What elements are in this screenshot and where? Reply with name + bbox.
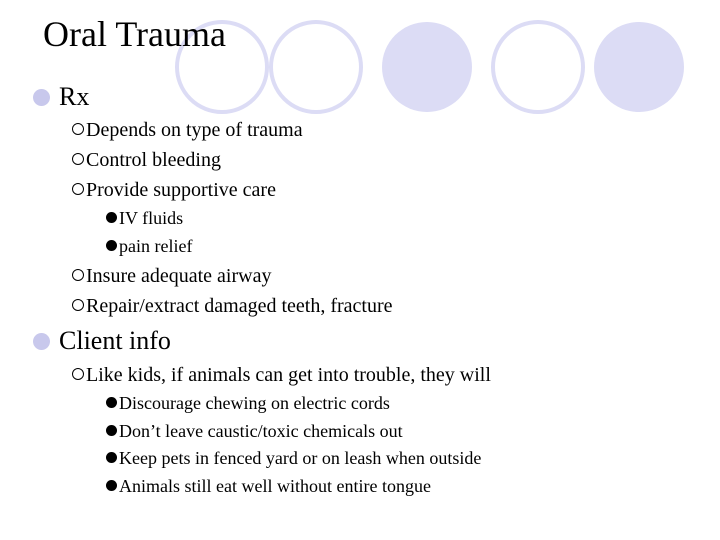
solid-bullet-icon	[106, 397, 117, 408]
filled-bullet-icon	[33, 89, 50, 106]
sub-sub-bullet	[106, 475, 431, 497]
sub-sub-bullet	[106, 420, 403, 442]
sub-sub-bullet-text: pain relief	[119, 236, 193, 256]
hollow-bullet-icon	[72, 123, 84, 135]
decorative-circle-outline	[493, 22, 583, 112]
solid-bullet-icon	[106, 480, 117, 491]
filled-bullet-icon	[33, 333, 50, 350]
sub-bullet	[72, 178, 276, 202]
hollow-bullet-icon	[72, 368, 84, 380]
sub-sub-bullet	[106, 447, 481, 469]
bullet-label: Rx	[59, 82, 90, 111]
sub-bullet-text: Control bleeding	[86, 149, 221, 171]
sub-sub-bullet-text: Keep pets in fenced yard or on leash when outside	[119, 448, 482, 468]
sub-sub-bullet	[106, 392, 390, 414]
sub-bullet-text: Depends on type of trauma	[86, 119, 303, 141]
sub-sub-bullet-text: IV fluids	[119, 208, 184, 228]
decorative-circle-filled	[594, 22, 684, 112]
sub-bullet-text: Like kids, if animals can get into trouble, they will	[86, 364, 491, 386]
sub-bullet	[72, 118, 303, 142]
sub-sub-bullet	[106, 207, 183, 229]
sub-bullet-text: Repair/extract damaged teeth, fracture	[86, 295, 393, 317]
bullet-client-info	[33, 326, 171, 356]
sub-sub-bullet-text: Discourage chewing on electric cords	[119, 393, 390, 413]
sub-sub-bullet-text: Don’t leave caustic/toxic chemicals out	[119, 421, 403, 441]
hollow-bullet-icon	[72, 269, 84, 281]
bullet-label: Client info	[59, 326, 171, 355]
solid-bullet-icon	[106, 240, 117, 251]
sub-bullet	[72, 148, 221, 172]
sub-sub-bullet	[106, 235, 192, 257]
decorative-circle-filled	[382, 22, 472, 112]
hollow-bullet-icon	[72, 299, 84, 311]
hollow-bullet-icon	[72, 153, 84, 165]
sub-sub-bullet-text: Animals still eat well without entire tongue	[119, 476, 431, 496]
sub-bullet	[72, 294, 393, 318]
bullet-rx	[33, 82, 89, 112]
sub-bullet-text: Provide supportive care	[86, 179, 276, 201]
solid-bullet-icon	[106, 452, 117, 463]
solid-bullet-icon	[106, 425, 117, 436]
hollow-bullet-icon	[72, 183, 84, 195]
sub-bullet	[72, 264, 271, 288]
slide-title: Oral Trauma	[43, 14, 226, 54]
sub-bullet-text: Insure adequate airway	[86, 265, 272, 287]
sub-bullet	[72, 363, 491, 387]
solid-bullet-icon	[106, 212, 117, 223]
decorative-circle-outline	[271, 22, 361, 112]
